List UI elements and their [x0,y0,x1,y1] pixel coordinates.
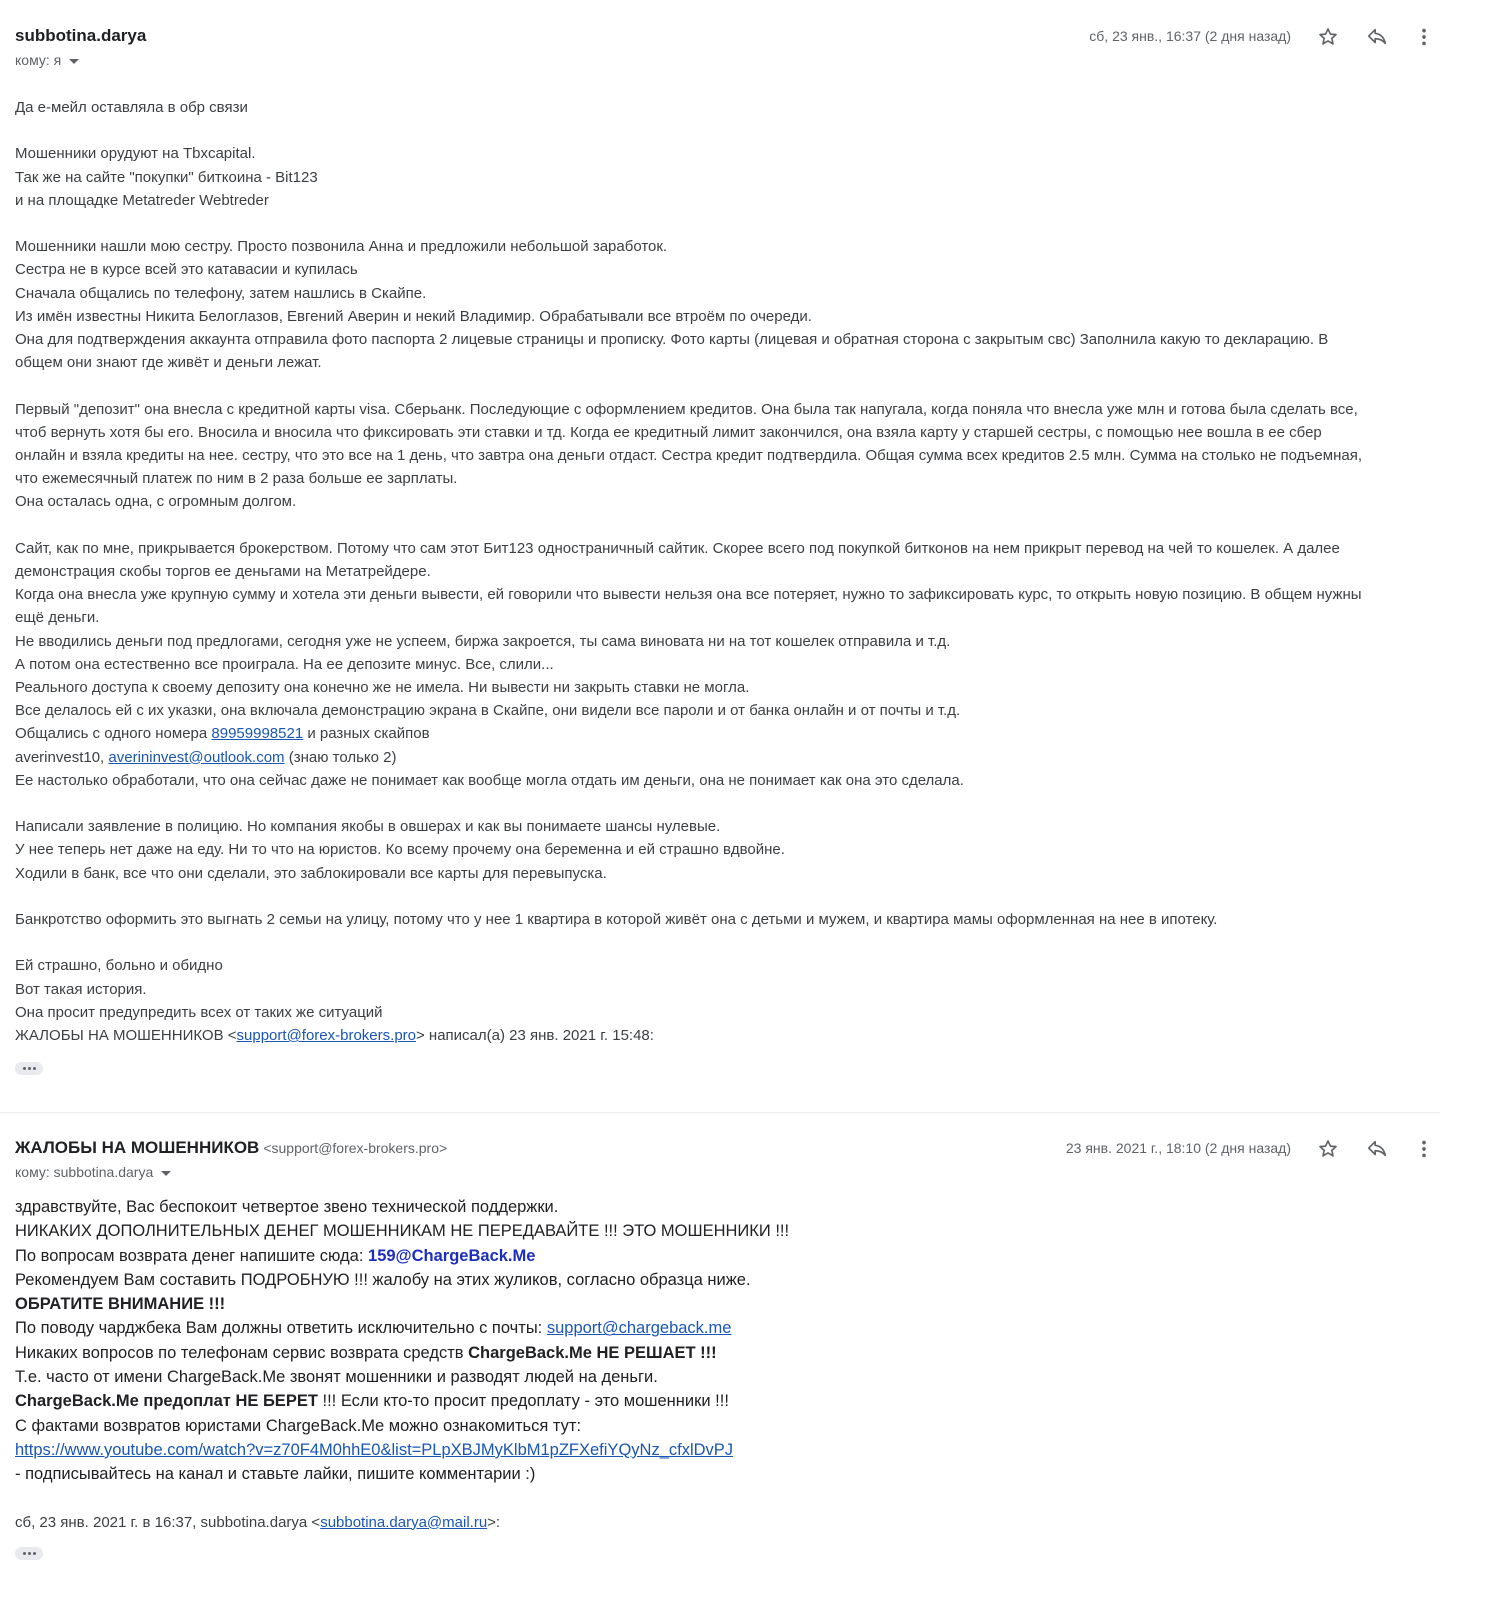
text-line: Т.е. часто от имени ChargeBack.Me звонят мошенники и разводят людей на деньги. [15,1368,658,1387]
text-line: Мошенники нашли мою сестру. Просто позвонила Анна и предложили небольшой заработок. [15,238,668,256]
email-link[interactable]: support@forex-brokers.pro [236,1027,416,1045]
quote-header: сб, 23 янв. 2021 г. в 16:37, subbotina.darya <subbotina.darya@mail.ru>: [15,1513,501,1531]
ellipsis-icon[interactable] [15,1062,43,1075]
chevron-down-icon[interactable] [161,1171,171,1176]
text-line: Ходили в банк, все что они сделали, это заблокировали все карты для перевыпуска. [15,864,607,882]
blank-line [15,212,1445,235]
text-line [15,1438,1445,1462]
text-line: Она просит предупредить всех от таких же ситуаций [15,1003,383,1021]
blank-line [15,931,1445,954]
email-link[interactable]: subbotina.darya@mail.ru [320,1513,488,1531]
text-line: По вопросам возврата денег напишите сюда: 159@ChargeBack.Me [15,1246,536,1265]
text-line: Никаких вопросов по телефонам сервис возврата средств ChargeBack.Me НЕ РЕШАЕТ !!! [15,1343,717,1362]
text-line: Ее настолько обработали, что она сейчас даже не понимает как вообще могла отдать им деньги, она не понимает как она это сделала. [15,771,964,789]
sender-name[interactable]: ЖАЛОБЫ НА МОШЕННИКОВ <support@forex-brokers.pro> [15,1138,448,1157]
youtube-link[interactable]: https://www.youtube.com/watch?v=z70F4M0hhE0&list=PLpXBJMyKlbM1pZFXefiYQyNz_cfxlDvPJ [15,1440,734,1459]
text-line: Она для подтверждения аккаунта отправила фото паспорта 2 лицевые страницы и прописку. Фото карты (лицевая и обратная сторона с закрытым свс) Заполнила какую то декларацию. В [15,331,1329,348]
text-line: Реального доступа к своему депозиту она конечно же не имела. Ни вывести ни закрыть ставки не могла. [15,679,750,697]
blank-line [15,119,1445,142]
text-line: Она осталась одна, с огромным долгом. [15,493,297,511]
message-body [15,1195,1445,1535]
message-divider [0,1112,1440,1113]
email-link[interactable]: averininvest@outlook.com [108,748,285,766]
text-line: Сайт, как по мне, прикрывается брокерством. Потому что сам этот Бит123 одностраничный сайтик. Скорее всего под покупкой битконов на нем прикрыт перевод на чей то кошелек. А далее [15,539,1340,557]
blank-line [15,374,1445,397]
message-date: 23 янв. 2021 г., 18:10 (2 дня назад) [1065,1140,1291,1156]
text-line: ChargeBack.Me предоплат НЕ БЕРЕТ !!! Если кто-то просит предоплату - это мошенники !!! [15,1392,729,1411]
refund-email[interactable]: 159@ChargeBack.Me [368,1246,536,1265]
text-line: Первый "депозит" она внесла с кредитной карты visa. Сберьанк. Последующие с оформлением кредитов. Она была так напугала, когда поняла что внесла уже млн и готова была сделать все, [15,400,1358,418]
text-line: Написали заявление в полицию. Но компания якобы в овшерах и как вы понимаете шансы нулевые. [15,818,721,836]
sender-name[interactable]: subbotina.darya [15,26,147,45]
skype-line: averinvest10, averininvest@outlook.com (знаю только 2) [15,748,397,766]
phone-link[interactable]: 89959998521 [211,725,304,743]
reply-icon[interactable] [1365,25,1389,49]
text-line: По поводу чарджбека Вам должны ответить исключительно с почты: support@chargeback.me [15,1319,732,1338]
text-line: Да е-мейл оставляла в обр связи [15,99,248,116]
text-line: демонстрация скобы торгов ее деньгами на Метатрейдере. [15,563,431,580]
text-line: ОБРАТИТЕ ВНИМАНИЕ !!! [15,1295,226,1314]
text-line: здравствуйте, Вас беспокоит четвертое звено технической поддержки. [15,1198,559,1216]
more-vert-icon[interactable] [1412,1137,1436,1161]
text-line: НИКАКИХ ДОПОЛНИТЕЛЬНЫХ ДЕНЕГ МОШЕННИКАМ НЕ ПЕРЕДАВАЙТЕ !!! ЭТО МОШЕННИКИ !!! [15,1222,790,1241]
text-line: ещё деньги. [15,609,100,627]
ellipsis-icon[interactable] [15,1547,43,1560]
more-vert-icon[interactable] [1412,25,1436,49]
sender-email: <support@forex-brokers.pro> [263,1140,448,1156]
text-line: Не вводились деньги под предлогами, сегодня уже не успеем, биржа закроется, ты сама виновата ни на тот кошелек отправила и т.д. [15,632,951,650]
star-icon[interactable] [1316,25,1340,49]
text-line: чтоб вернуть хотя бы его. Вносила и вносила что фиксировать эти ставки и тд. Когда ее кредитный лимит закончился, она взяла карту у старшей сестры, с помощью нее вошла в ее сбер [15,423,1322,441]
recipients-label: кому: я [15,52,62,68]
message-body [15,96,1445,1047]
text-line: У нее теперь нет даже на еду. Ни то что на юристов. Ко всему прочему она беременна и ей страшно вдвойне. [15,841,785,859]
text-line: Ей страшно, больно и обидно [15,957,223,975]
text-line: общем они знают где живёт и деньги лежат. [15,354,322,372]
text-line: Все делалось ей с их указки, она включала демонстрацию экрана в Скайпе, они видели все пароли и от банка онлайн и от почты и т.д. [15,702,961,720]
text-line: онлайн и взяла кредиты на нее. сестру, что это все на 1 день, что завтра она деньги отдаст. Сестра кредит подтвердила. Общая сумма всех кредитов 2.5 млн. Сумма на столько не подъемная, [15,447,1362,464]
text-line: Когда она внесла уже крупную сумму и хотела эти деньги вывести, ей говорили что вывести нельзя она все потеряет, нужно то зафиксировать курс, то открыть новую позицию. В общем нужны [15,586,1362,604]
text-line: Сначала общались по телефону, затем нашлись в Скайпе. [15,284,427,302]
text-line: и на площадке Metatreder Webtreder [15,191,269,209]
email-link[interactable]: support@chargeback.me [546,1319,732,1338]
chevron-down-icon[interactable] [69,59,79,64]
blank-line [15,792,1445,815]
text-line: А потом она естественно все проиграла. На ее депозите минус. Все, слили... [15,655,554,673]
text-line: Вот такая история. [15,980,147,998]
text-line: Банкротство оформить это выгнать 2 семьи на улицу, потому что у нее 1 квартира в которой живёт она с детьми и мужем, и квартира мамы оформленная на нее в ипотеку. [15,911,1218,929]
star-icon[interactable] [1316,1137,1340,1161]
text-line: что ежемесячный платеж по ним в 2 раза больше ее зарплаты. [15,470,458,488]
text-line: Так же на сайте "покупки" биткоина - Bit123 [15,168,318,186]
text-line: Из имён известны Никита Белоглазов, Евгений Аверин и некий Владимир. Обрабатывали все втроём по очереди. [15,307,812,325]
text-line: Сестра не в курсе всей это катавасии и купилась [15,261,358,279]
text-line: - подписывайтесь на канал и ставьте лайки, пишите комментарии :) [15,1465,536,1484]
recipients[interactable] [15,52,79,68]
text-line: С фактами возвратов юристами ChargeBack.Me можно ознакомиться тут: [15,1416,582,1435]
text-line: Мошенники орудуют на Tbxcapital. [15,145,256,163]
phone-line: Общались с одного номера 89959998521 и разных скайпов [15,725,430,743]
quote-header: ЖАЛОБЫ НА МОШЕННИКОВ <support@forex-brokers.pro> написал(а) 23 янв. 2021 г. 15:48: [15,1027,654,1045]
recipients-label: кому: subbotina.darya [15,1164,154,1180]
blank-line [15,885,1445,908]
recipients[interactable] [15,1164,171,1180]
message-date: сб, 23 янв., 16:37 (2 дня назад) [1089,28,1291,44]
text-line: Рекомендуем Вам составить ПОДРОБНУЮ !!! жалобу на этих жуликов, согласно образца ниже. [15,1270,751,1289]
blank-line [15,514,1445,537]
reply-icon[interactable] [1365,1137,1389,1161]
